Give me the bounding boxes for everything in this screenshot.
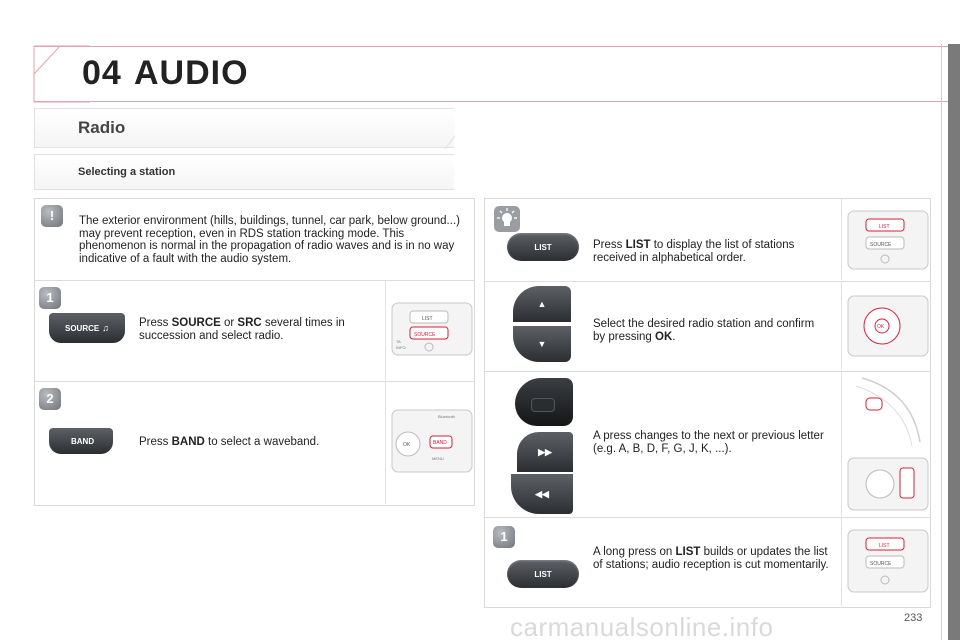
rewind-key: ◀◀ — [511, 474, 573, 514]
thumb-bluetooth-label: Bluetooth — [438, 414, 455, 419]
instruction-text: Select the desired radio station and confirm by pressing — [593, 318, 815, 343]
instruction-text: builds or updates the list of stations; audio reception is cut momentarily. — [593, 546, 829, 571]
exclamation-icon: ! — [41, 205, 63, 227]
step-number-badge: 2 — [39, 388, 61, 410]
thumb-list-label: LIST — [422, 316, 433, 322]
thumb-source-label: SOURCE — [870, 561, 892, 567]
list-key — [507, 560, 579, 588]
thumb-ok-label: OK — [877, 324, 885, 330]
chapter-number: 04 — [82, 54, 122, 92]
steering-wheel-illustration — [842, 372, 931, 516]
up-arrow-key: ▲ — [513, 286, 571, 322]
band-instruction — [139, 436, 379, 449]
side-tab — [948, 44, 960, 640]
source-key — [49, 313, 125, 343]
instruction-text: Press — [139, 317, 172, 329]
instruction-text: . — [672, 330, 676, 343]
list-key-label: LIST — [534, 242, 552, 252]
right-panel — [484, 198, 931, 608]
band-control-thumbnail — [385, 382, 474, 504]
section-heading: Radio — [78, 118, 126, 137]
instruction-text: Press — [139, 436, 172, 448]
chapter-header-corner — [30, 44, 90, 104]
instruction-text: several times in succession and select radio. — [139, 317, 345, 342]
band-key — [49, 428, 113, 454]
control-panel-illustration — [386, 382, 475, 504]
list-control-thumbnail — [841, 199, 930, 280]
subsection-heading: Selecting a station — [78, 166, 176, 178]
warning-row — [35, 199, 474, 279]
watermark: carmanualsonline.info — [510, 612, 774, 640]
step-number-badge: 1 — [39, 287, 61, 309]
left-panel — [34, 198, 475, 506]
warning-text: The exterior environment (hills, buildings, tunnel, car park, below ground...) may prevent reception, even in RDS station tracking mode. This phenomenon is normal in the propagation of radio waves and is in no way indicative of a fault with the audio system. — [79, 215, 460, 265]
band-key-label: BAND — [71, 436, 95, 446]
instruction-text: Press — [593, 239, 626, 251]
steering-wheel-control — [515, 378, 573, 426]
thumb-info-label: INFO — [396, 345, 406, 350]
source-key-label: SOURCE — [65, 323, 100, 333]
select-control-thumbnail — [841, 282, 930, 369]
source-control-thumbnail — [385, 281, 474, 380]
control-panel-illustration — [842, 199, 931, 280]
control-panel-illustration — [842, 518, 931, 606]
step-long-press — [485, 518, 930, 607]
step-band — [35, 382, 474, 505]
music-note-icon: ♫ — [102, 323, 109, 333]
control-panel-illustration — [386, 281, 475, 380]
instruction-text: to select a waveband. — [204, 436, 320, 448]
thumb-ta-label: TA — [396, 339, 401, 344]
lightbulb-icon — [493, 205, 521, 233]
thumb-ok-label: OK — [403, 442, 411, 448]
tip-list-row — [485, 199, 930, 281]
thumb-source-label: SOURCE — [414, 332, 436, 338]
long-press-control-thumbnail — [841, 518, 930, 606]
list-instruction — [593, 239, 833, 264]
steering-wheel-thumbnail — [841, 372, 930, 516]
step-source — [35, 281, 474, 381]
instruction-key-ok: OK — [655, 330, 673, 343]
instruction-key-list: LIST — [675, 546, 701, 558]
list-key — [507, 233, 579, 261]
instruction-key-list: LIST — [625, 239, 651, 251]
side-rule — [941, 44, 942, 640]
instruction-text: A long press on — [593, 546, 676, 558]
long-press-instruction — [593, 546, 833, 571]
select-instruction — [593, 318, 823, 343]
fast-forward-key: ▶▶ — [517, 432, 573, 472]
thumb-source-label: SOURCE — [870, 242, 892, 248]
chapter-title: AUDIO — [134, 54, 249, 92]
next-instruction: A press changes to the next or previous letter (e.g. A, B, D, F, G, J, K, ...). — [593, 430, 824, 455]
control-panel-illustration — [842, 282, 931, 369]
instruction-text: or — [220, 317, 238, 329]
thumb-list-label: LIST — [879, 543, 890, 549]
thumb-list-label: LIST — [879, 224, 890, 230]
thumb-band-label: BAND — [433, 440, 447, 446]
down-arrow-key: ▼ — [513, 326, 571, 362]
tip-select-row — [485, 282, 930, 370]
instruction-text: to display the list of stations received in alphabetical order. — [593, 239, 795, 264]
source-instruction — [139, 317, 379, 342]
page-number: 233 — [904, 612, 923, 624]
instruction-key-band: BAND — [171, 436, 205, 448]
instruction-key-src: SRC — [237, 317, 262, 329]
control-button — [531, 398, 555, 412]
step-number-badge: 1 — [493, 526, 515, 548]
tip-next-row — [485, 372, 930, 517]
instruction-key-source: SOURCE — [171, 317, 221, 329]
thumb-menu-label: MENU — [432, 456, 444, 461]
list-key-label: LIST — [534, 569, 552, 579]
